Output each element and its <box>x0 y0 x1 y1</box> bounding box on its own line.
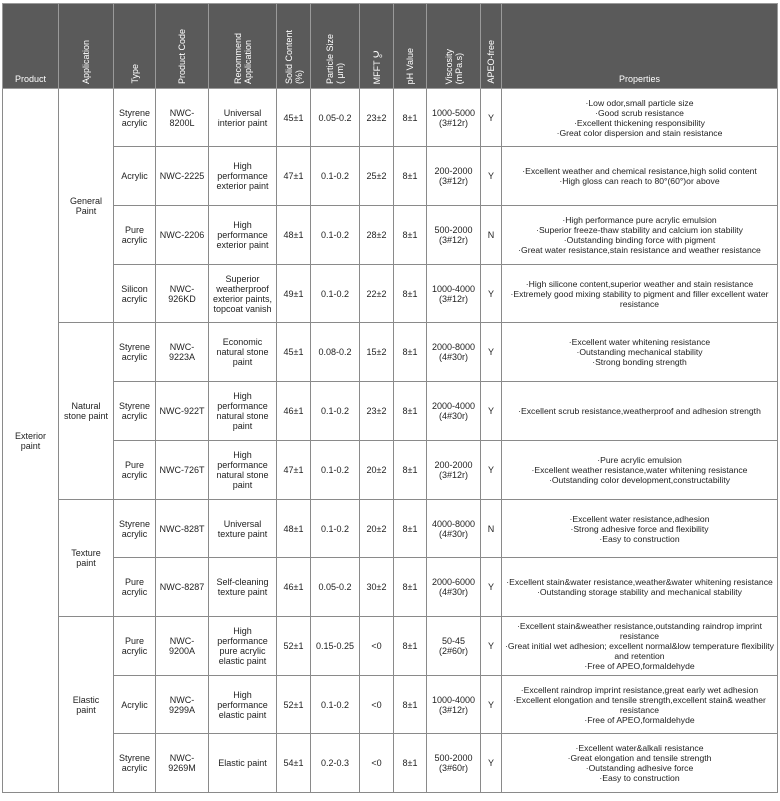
property-item: · Superior freeze-thaw stability and calcium ion stability <box>504 225 775 235</box>
solid-content-cell: 52±1 <box>277 676 311 734</box>
header-solid-content: Solid Content (%) <box>277 4 311 89</box>
apeo-free-cell: Y <box>481 734 502 793</box>
type-cell: Styrene acrylic <box>114 323 156 382</box>
product-cell: Exterior paint <box>3 89 59 793</box>
recommend-application-cell: High performance exterior paint <box>209 147 277 206</box>
table-row <box>3 89 778 147</box>
property-item: · Excellent raindrop imprint resistance,great early wet adhesion <box>504 685 775 695</box>
product-code-cell: NWC-9223A <box>156 323 209 382</box>
apeo-free-cell: Y <box>481 441 502 500</box>
viscosity-cell: 2000-8000 (4#30r) <box>427 323 481 382</box>
particle-size-cell: 0.1-0.2 <box>311 265 360 323</box>
recommend-application-cell: High performance elastic paint <box>209 676 277 734</box>
property-item: · Excellent elongation and tensile strength,excellent stain& weather resistance <box>504 695 775 715</box>
header-particle-size: Particle Size ( μm) <box>311 4 360 89</box>
product-code-cell: NWC-9269M <box>156 734 209 793</box>
property-item: · Great elongation and tensile strength <box>504 753 775 763</box>
header-product-code: Product Code <box>156 4 209 89</box>
product-code-cell: NWC-9299A <box>156 676 209 734</box>
property-item: · High silicone content,superior weather and stain resistance <box>504 279 775 289</box>
particle-size-cell: 0.05-0.2 <box>311 89 360 147</box>
viscosity-cell: 500-2000 (3#60r) <box>427 734 481 793</box>
viscosity-cell: 500-2000 (3#12r) <box>427 206 481 265</box>
properties-cell <box>502 676 778 734</box>
recommend-application-cell: Superior weatherproof exterior paints, topcoat vanish <box>209 265 277 323</box>
property-item: · Free of APEO,formaldehyde <box>504 715 775 725</box>
property-item: · Excellent stain&weather resistance,outstanding raindrop imprint resistance <box>504 621 775 641</box>
properties-cell <box>502 382 778 441</box>
properties-list <box>504 577 775 597</box>
header-row <box>3 4 778 89</box>
mfft-cell: 25±2 <box>360 147 394 206</box>
viscosity-cell: 1000-4000 (3#12r) <box>427 676 481 734</box>
properties-list <box>504 406 775 416</box>
mfft-cell: <0 <box>360 676 394 734</box>
table-row <box>3 382 778 441</box>
product-code-cell: NWC-726T <box>156 441 209 500</box>
product-code-cell: NWC-926KD <box>156 265 209 323</box>
ph-value-cell: 8±1 <box>394 441 427 500</box>
product-code-cell: NWC-2225 <box>156 147 209 206</box>
type-cell: Pure acrylic <box>114 441 156 500</box>
table-row <box>3 558 778 617</box>
viscosity-cell: 200-2000 (3#12r) <box>427 147 481 206</box>
properties-cell <box>502 500 778 558</box>
properties-list <box>504 621 775 671</box>
viscosity-cell: 2000-6000 (4#30r) <box>427 558 481 617</box>
properties-cell <box>502 206 778 265</box>
property-item: · Excellent thickening responsibility <box>504 118 775 128</box>
solid-content-cell: 54±1 <box>277 734 311 793</box>
recommend-application-cell: Universal texture paint <box>209 500 277 558</box>
property-item: · Excellent stain&water resistance,weather&water whitening resistance <box>504 577 775 587</box>
table-row <box>3 617 778 676</box>
particle-size-cell: 0.15-0.25 <box>311 617 360 676</box>
property-item: · Low odor,small particle size <box>504 98 775 108</box>
ph-value-cell: 8±1 <box>394 147 427 206</box>
mfft-cell: 20±2 <box>360 500 394 558</box>
apeo-free-cell: Y <box>481 558 502 617</box>
viscosity-cell: 1000-4000 (3#12r) <box>427 265 481 323</box>
viscosity-cell: 200-2000 (3#12r) <box>427 441 481 500</box>
header-properties: Properties <box>502 4 778 89</box>
properties-list <box>504 337 775 367</box>
table-row <box>3 734 778 793</box>
properties-list <box>504 685 775 725</box>
property-item: · Good scrub resistance <box>504 108 775 118</box>
recommend-application-cell: Universal interior paint <box>209 89 277 147</box>
type-cell: Pure acrylic <box>114 206 156 265</box>
type-cell: Acrylic <box>114 676 156 734</box>
property-item: · Excellent water&alkali resistance <box>504 743 775 753</box>
header-apeo-free: APEO-free <box>481 4 502 89</box>
mfft-cell: 23±2 <box>360 89 394 147</box>
ph-value-cell: 8±1 <box>394 617 427 676</box>
apeo-free-cell: Y <box>481 676 502 734</box>
mfft-cell: <0 <box>360 617 394 676</box>
table-row <box>3 676 778 734</box>
type-cell: Styrene acrylic <box>114 382 156 441</box>
property-item: · Outstanding binding force with pigment <box>504 235 775 245</box>
property-item: · Outstanding adhesive force <box>504 763 775 773</box>
particle-size-cell: 0.2-0.3 <box>311 734 360 793</box>
product-code-cell: NWC-8287 <box>156 558 209 617</box>
apeo-free-cell: Y <box>481 89 502 147</box>
property-item: · Easy to construction <box>504 534 775 544</box>
properties-list <box>504 215 775 255</box>
recommend-application-cell: Self-cleaning texture paint <box>209 558 277 617</box>
property-item: · Strong adhesive force and flexibility <box>504 524 775 534</box>
apeo-free-cell: Y <box>481 265 502 323</box>
application-cell: Elastic paint <box>59 617 114 793</box>
particle-size-cell: 0.1-0.2 <box>311 206 360 265</box>
particle-size-cell: 0.1-0.2 <box>311 382 360 441</box>
property-item: · Excellent water resistance,adhesion <box>504 514 775 524</box>
property-item: · Strong bonding strength <box>504 357 775 367</box>
solid-content-cell: 52±1 <box>277 617 311 676</box>
properties-list <box>504 279 775 309</box>
application-cell: General Paint <box>59 89 114 323</box>
solid-content-cell: 46±1 <box>277 558 311 617</box>
type-cell: Pure acrylic <box>114 617 156 676</box>
header-recommend-application: Recommend Application <box>209 4 277 89</box>
ph-value-cell: 8±1 <box>394 558 427 617</box>
property-item: · Outstanding color development,constructability <box>504 475 775 485</box>
apeo-free-cell: Y <box>481 323 502 382</box>
properties-cell <box>502 89 778 147</box>
property-item: · Extremely good mixing stability to pigment and filler excellent water resistance <box>504 289 775 309</box>
table-row <box>3 147 778 206</box>
ph-value-cell: 8±1 <box>394 500 427 558</box>
properties-list <box>504 743 775 783</box>
mfft-cell: 22±2 <box>360 265 394 323</box>
property-item: · Great initial wet adhesion; excellent normal&low temperature flexibility and retention <box>504 641 775 661</box>
viscosity-cell: 2000-4000 (4#30r) <box>427 382 481 441</box>
table-row <box>3 265 778 323</box>
properties-cell <box>502 147 778 206</box>
header-mfft: MFFT ℃ <box>360 4 394 89</box>
recommend-application-cell: High performance pure acrylic elastic paint <box>209 617 277 676</box>
header-product: Product <box>3 4 59 89</box>
table-body <box>3 89 778 793</box>
properties-list <box>504 514 775 544</box>
mfft-cell: 30±2 <box>360 558 394 617</box>
ph-value-cell: 8±1 <box>394 89 427 147</box>
header-ph-value: pH Value <box>394 4 427 89</box>
type-cell: Styrene acrylic <box>114 734 156 793</box>
particle-size-cell: 0.1-0.2 <box>311 676 360 734</box>
property-item: · Pure acrylic emulsion <box>504 455 775 465</box>
apeo-free-cell: Y <box>481 382 502 441</box>
table-row <box>3 500 778 558</box>
ph-value-cell: 8±1 <box>394 382 427 441</box>
mfft-cell: <0 <box>360 734 394 793</box>
property-item: · Outstanding storage stability and mechanical stability <box>504 587 775 597</box>
product-code-cell: NWC-922T <box>156 382 209 441</box>
product-code-cell: NWC-8200L <box>156 89 209 147</box>
product-code-cell: NWC-828T <box>156 500 209 558</box>
apeo-free-cell: N <box>481 206 502 265</box>
type-cell: Acrylic <box>114 147 156 206</box>
header-viscosity: Viscosity (mPa.s) <box>427 4 481 89</box>
mfft-cell: 23±2 <box>360 382 394 441</box>
spec-table <box>2 3 778 793</box>
recommend-application-cell: High performance natural stone paint <box>209 382 277 441</box>
solid-content-cell: 47±1 <box>277 147 311 206</box>
viscosity-cell: 50-45 (2#60r) <box>427 617 481 676</box>
type-cell: Styrene acrylic <box>114 89 156 147</box>
particle-size-cell: 0.05-0.2 <box>311 558 360 617</box>
properties-list <box>504 98 775 138</box>
type-cell: Silicon acrylic <box>114 265 156 323</box>
properties-cell <box>502 265 778 323</box>
particle-size-cell: 0.1-0.2 <box>311 147 360 206</box>
property-item: · Excellent water whitening resistance <box>504 337 775 347</box>
property-item: · Outstanding mechanical stability <box>504 347 775 357</box>
application-cell: Natural stone paint <box>59 323 114 500</box>
particle-size-cell: 0.1-0.2 <box>311 500 360 558</box>
ph-value-cell: 8±1 <box>394 265 427 323</box>
solid-content-cell: 48±1 <box>277 500 311 558</box>
header-application: Application <box>59 4 114 89</box>
mfft-cell: 15±2 <box>360 323 394 382</box>
property-item: · Excellent weather resistance,water whitening resistance <box>504 465 775 475</box>
solid-content-cell: 49±1 <box>277 265 311 323</box>
property-item: · Great color dispersion and stain resistance <box>504 128 775 138</box>
properties-list <box>504 166 775 186</box>
solid-content-cell: 45±1 <box>277 323 311 382</box>
properties-cell <box>502 558 778 617</box>
apeo-free-cell: Y <box>481 147 502 206</box>
solid-content-cell: 45±1 <box>277 89 311 147</box>
type-cell: Styrene acrylic <box>114 500 156 558</box>
properties-cell <box>502 617 778 676</box>
recommend-application-cell: Economic natural stone paint <box>209 323 277 382</box>
solid-content-cell: 46±1 <box>277 382 311 441</box>
properties-cell <box>502 441 778 500</box>
table-row <box>3 323 778 382</box>
ph-value-cell: 8±1 <box>394 676 427 734</box>
viscosity-cell: 4000-8000 (4#30r) <box>427 500 481 558</box>
product-code-cell: NWC-2206 <box>156 206 209 265</box>
property-item: · Easy to construction <box>504 773 775 783</box>
property-item: · Free of APEO,formaldehyde <box>504 661 775 671</box>
properties-list <box>504 455 775 485</box>
recommend-application-cell: High performance natural stone paint <box>209 441 277 500</box>
apeo-free-cell: Y <box>481 617 502 676</box>
property-item: · Excellent scrub resistance,weatherproof and adhesion strength <box>504 406 775 416</box>
ph-value-cell: 8±1 <box>394 323 427 382</box>
recommend-application-cell: High performance exterior paint <box>209 206 277 265</box>
ph-value-cell: 8±1 <box>394 206 427 265</box>
header-type: Type <box>114 4 156 89</box>
properties-cell <box>502 323 778 382</box>
property-item: · Great water resistance,stain resistance and weather resistance <box>504 245 775 255</box>
type-cell: Pure acrylic <box>114 558 156 617</box>
product-code-cell: NWC-9200A <box>156 617 209 676</box>
application-cell: Texture paint <box>59 500 114 617</box>
solid-content-cell: 47±1 <box>277 441 311 500</box>
property-item: · Excellent weather and chemical resistance,high solid content <box>504 166 775 176</box>
table-row <box>3 206 778 265</box>
mfft-cell: 20±2 <box>360 441 394 500</box>
particle-size-cell: 0.08-0.2 <box>311 323 360 382</box>
properties-cell <box>502 734 778 793</box>
particle-size-cell: 0.1-0.2 <box>311 441 360 500</box>
recommend-application-cell: Elastic paint <box>209 734 277 793</box>
property-item: · High gloss can reach to 80°(60°)or above <box>504 176 775 186</box>
mfft-cell: 28±2 <box>360 206 394 265</box>
solid-content-cell: 48±1 <box>277 206 311 265</box>
table-row <box>3 441 778 500</box>
viscosity-cell: 1000-5000 (3#12r) <box>427 89 481 147</box>
ph-value-cell: 8±1 <box>394 734 427 793</box>
apeo-free-cell: N <box>481 500 502 558</box>
property-item: · High performance pure acrylic emulsion <box>504 215 775 225</box>
